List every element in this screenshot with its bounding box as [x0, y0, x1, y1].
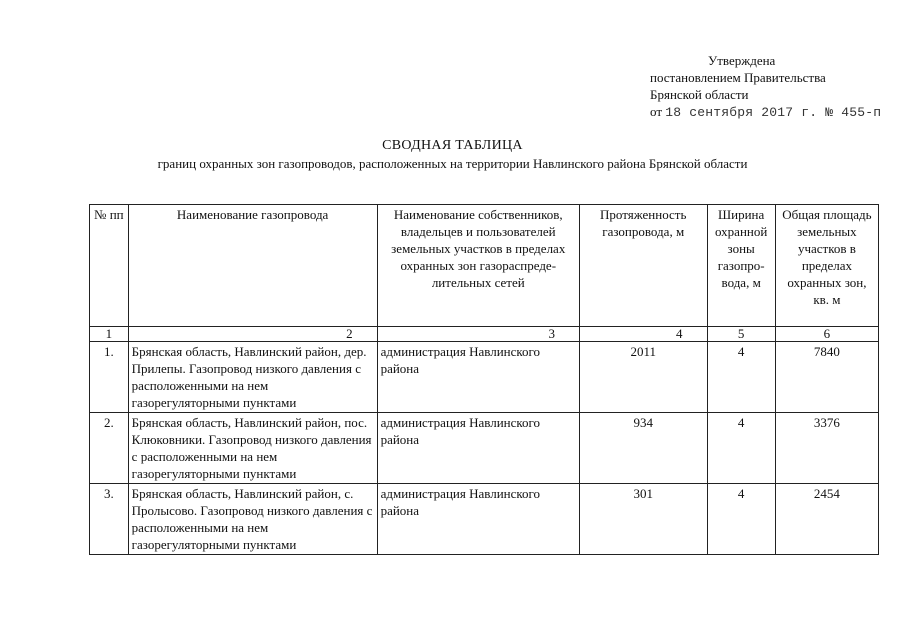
column-number: 4: [579, 327, 707, 342]
approval-line-region: Брянской области: [650, 87, 749, 102]
row-zone-width: 4: [707, 342, 775, 413]
approval-line-approved: Утверждена: [708, 53, 776, 68]
row-area: 7840: [775, 342, 878, 413]
table-row: [90, 484, 879, 555]
column-number: 1: [90, 327, 129, 342]
approval-date-prefix: от: [650, 104, 663, 119]
column-number: 6: [775, 327, 878, 342]
row-length: 934: [579, 413, 707, 484]
row-area: 3376: [775, 413, 878, 484]
header-length: Протяженность газопровода, м: [579, 205, 707, 327]
row-pipeline: Брянская область, Навлинский район, дер. Прилепы. Газопровод низкого давления с расположенными на нем газорегуляторными пунктами: [128, 342, 377, 413]
row-length: 301: [579, 484, 707, 555]
document-subtitle: границ охранных зон газопроводов, расположенных на территории Навлинского района Брянской области: [157, 156, 748, 171]
column-number: 5: [707, 327, 775, 342]
header-total-area: Общая площадь земельных участков в пределах охранных зон, кв. м: [775, 205, 878, 327]
row-zone-width: 4: [707, 413, 775, 484]
row-number: 3.: [90, 484, 129, 555]
column-number: 2: [128, 327, 377, 342]
row-owner: администрация Навлинского района: [377, 342, 579, 413]
approval-date-value: 18 сентября 2017 г. № 455-п: [665, 105, 882, 120]
table-header-row: [90, 205, 879, 327]
header-owners: Наименование собственников, владельцев и пользователей земельных участков в пределах охранных зон газораспреде- лительных сетей: [377, 205, 579, 327]
row-owner: администрация Навлинского района: [377, 413, 579, 484]
table-row: [90, 342, 879, 413]
table-row: [90, 413, 879, 484]
header-number: № пп: [90, 205, 129, 327]
row-owner: администрация Навлинского района: [377, 484, 579, 555]
row-zone-width: 4: [707, 484, 775, 555]
row-length: 2011: [579, 342, 707, 413]
approval-stamp: [650, 52, 881, 121]
header-pipeline-name: Наименование газопровода: [128, 205, 377, 327]
row-pipeline: Брянская область, Навлинский район, пос. Клюковники. Газопровод низкого давления с расположенными на нем газорегуляторными пунктами: [128, 413, 377, 484]
table-column-number-row: [90, 327, 879, 342]
summary-table: [89, 204, 879, 555]
row-number: 1.: [90, 342, 129, 413]
row-pipeline: Брянская область, Навлинский район, с. Пролысово. Газопровод низкого давления с расположенными на нем газорегуляторными пунктами: [128, 484, 377, 555]
column-number: 3: [377, 327, 579, 342]
approval-line-decree: постановлением Правительства: [650, 70, 826, 85]
row-number: 2.: [90, 413, 129, 484]
row-area: 2454: [775, 484, 878, 555]
header-zone-width: Ширина охранной зоны газопро- вода, м: [707, 205, 775, 327]
document-title: СВОДНАЯ ТАБЛИЦА: [382, 138, 523, 153]
approval-line-date: [650, 103, 881, 121]
